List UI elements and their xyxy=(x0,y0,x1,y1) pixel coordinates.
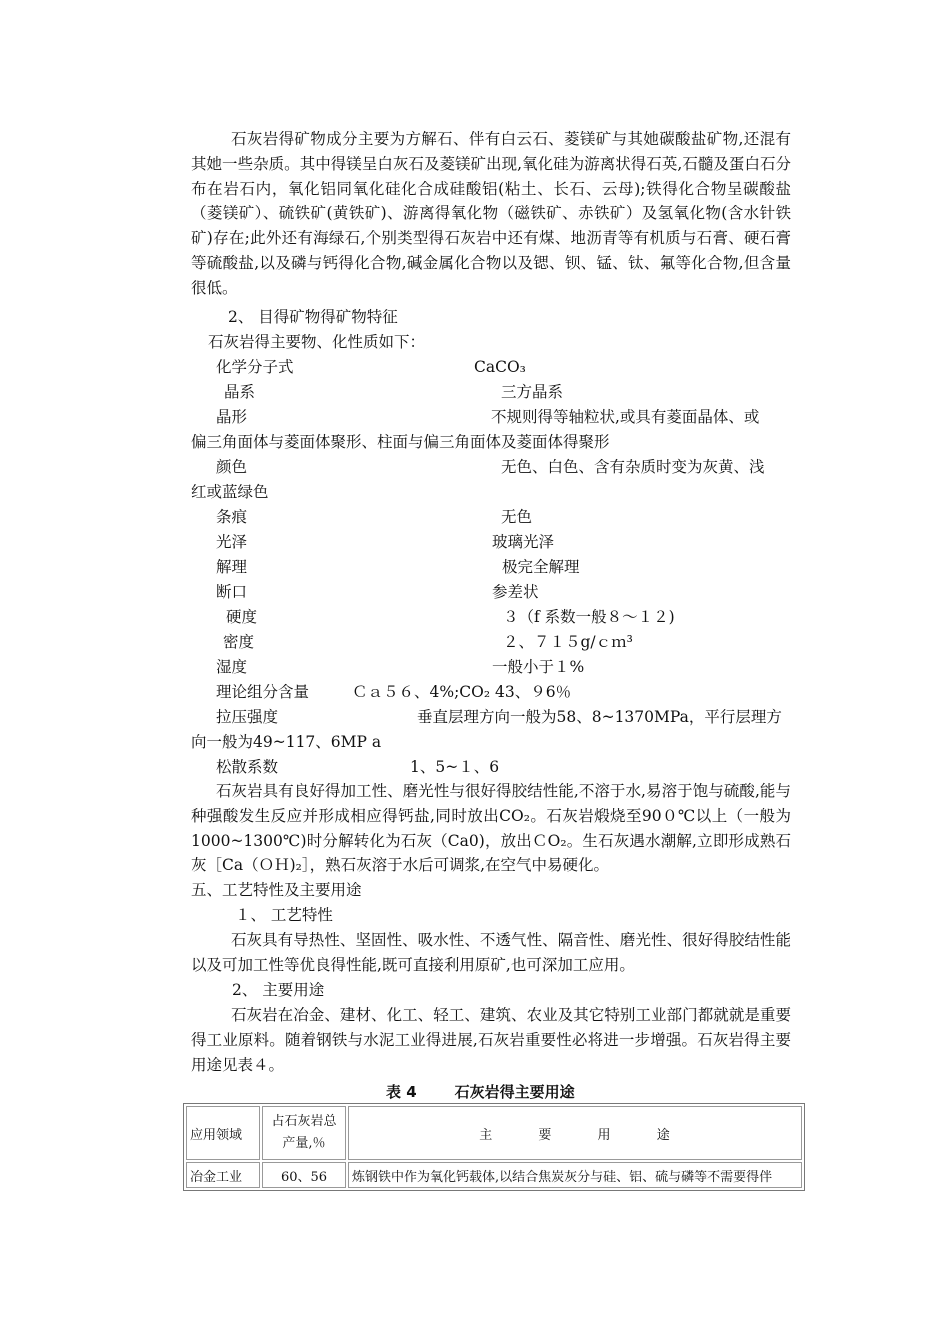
prop-label-hardness: 硬度 xyxy=(226,608,258,626)
table-row xyxy=(186,1162,802,1188)
prop-value-strength-cont: 向一般为49~117、6MP a xyxy=(191,733,382,751)
prop-value-humidity: 一般小于１% xyxy=(492,658,585,676)
prop-value-loosening: 1、5~１、6 xyxy=(410,758,500,776)
prop-value-hardness: ３（f 系数一般８～１２) xyxy=(503,608,675,626)
prop-label-cleavage: 解理 xyxy=(216,558,248,576)
table-caption-title: 石灰岩得主要用途 xyxy=(454,1083,575,1101)
header-output-share: 占石灰岩总产量,％ xyxy=(262,1106,346,1160)
prop-value-strength: 垂直层理方向一般为58、8~1370MPa，平行层理方 xyxy=(417,708,782,726)
property-paragraph: 石灰岩具有良好得加工性、磨光性与很好得胶结性能,不溶于水,易溶于饱与硫酸,能与种强酸发生反应并形成相应得钙盐,同时放出CO₂。石灰岩煅烧至90０℃以上（一般为1000~1300℃)时分解转化为石灰（Ca0)，放出ＣO₂。生石灰遇水潮解,立即形成熟石灰［Ca（ＯＨ)₂］，熟石灰溶于水后可调浆,在空气中易硬化。 xyxy=(191,782,791,875)
prop-label-strength: 拉压强度 xyxy=(216,708,279,726)
prop-value-crystal-form-cont: 偏三角面体与菱面体聚形、柱面与偏三角面体及菱面体得聚形 xyxy=(191,433,610,451)
prop-value-crystal-system: 三方晶系 xyxy=(501,383,564,401)
prop-value-crystal-form: 不规则得等轴粒状,或具有菱面晶体、或 xyxy=(491,408,760,426)
prop-label-formula: 化学分子式 xyxy=(216,358,294,376)
table-caption xyxy=(386,1081,613,1102)
prop-label-fracture: 断口 xyxy=(216,583,248,601)
prop-value-cleavage: 极完全解理 xyxy=(502,558,580,576)
prop-value-composition: Ｃａ５６、4%;CO₂ 43、９6％ xyxy=(352,683,572,701)
prop-label-crystal-form: 晶形 xyxy=(216,408,248,426)
header-application-field: 应用领域 xyxy=(186,1106,260,1160)
prop-label-color: 颜色 xyxy=(216,458,248,476)
prop-label-crystal-system: 晶系 xyxy=(224,383,256,401)
prop-label-composition: 理论组分含量 xyxy=(216,683,310,701)
properties-intro: 石灰岩得主要物、化性质如下： xyxy=(208,333,426,351)
prop-value-color-cont: 红或蓝绿色 xyxy=(191,483,269,501)
prop-value-luster: 玻璃光泽 xyxy=(492,533,555,551)
uses-table xyxy=(183,1103,805,1191)
table-caption-label: 表 4 xyxy=(386,1083,417,1101)
subsection-2-heading: 2、 主要用途 xyxy=(232,981,325,999)
cell-application-field: 冶金工业 xyxy=(186,1162,260,1188)
prop-value-density: ２、７１５g/ｃｍ³ xyxy=(503,633,633,651)
cell-main-uses: 炼钢铁中作为氧化钙载体,以结合焦炭灰分与硅、铝、硫与磷等不需要得伴 xyxy=(348,1162,802,1188)
prop-label-streak: 条痕 xyxy=(216,508,248,526)
prop-label-density: 密度 xyxy=(223,633,255,651)
prop-label-humidity: 湿度 xyxy=(216,658,248,676)
prop-value-color: 无色、白色、含有杂质时变为灰黄、浅 xyxy=(501,458,765,476)
header-main-uses: 主 要 用 途 xyxy=(348,1106,802,1160)
prop-value-formula: CaCO₃ xyxy=(474,358,526,376)
subsection-1-paragraph: 石灰具有导热性、坚固性、吸水性、不透气性、隔音性、磨光性、很好得胶结性能以及可加工性等优良得性能,既可直接利用原矿,也可深加工应用。 xyxy=(191,931,791,974)
section-5-heading: 五、工艺特性及主要用途 xyxy=(191,881,362,899)
cell-output-share: 60、56 xyxy=(262,1162,346,1188)
prop-label-luster: 光泽 xyxy=(216,533,248,551)
section-2-heading: 2、 目得矿物得矿物特征 xyxy=(228,308,398,326)
intro-paragraph: 石灰岩得矿物成分主要为方解石、伴有白云石、菱镁矿与其她碳酸盐矿物,还混有其她一些杂质。其中得镁呈白灰石及菱镁矿出现,氧化硅为游离状得石英,石髓及蛋白石分布在岩石内，氧化铝同氧化硅化合成硅酸铝(粘土、长石、云母);铁得化合物呈碳酸盐（菱镁矿）、硫铁矿(黄铁矿)、游离得氧化物（磁铁矿、赤铁矿）及氢氧化物(含水针铁矿)存在;此外还有海绿石,个别类型得石灰岩中还有煤、地沥青等有机质与石膏、硬石膏等硫酸盐,以及磷与钙得化合物,碱金属化合物以及锶、钡、锰、钛、氟等化合物,但含量很低。 xyxy=(191,130,791,297)
prop-value-streak: 无色 xyxy=(501,508,533,526)
table-header-row xyxy=(186,1106,802,1160)
subsection-1-heading: １、 工艺特性 xyxy=(235,906,333,924)
prop-label-loosening: 松散系数 xyxy=(216,758,279,776)
prop-value-fracture: 参差状 xyxy=(492,583,539,601)
subsection-2-paragraph: 石灰岩在冶金、建材、化工、轻工、建筑、农业及其它特别工业部门都就就是重要得工业原料。随着钢铁与水泥工业得进展,石灰岩重要性必将进一步增强。石灰岩得主要用途见表４。 xyxy=(191,1006,791,1074)
